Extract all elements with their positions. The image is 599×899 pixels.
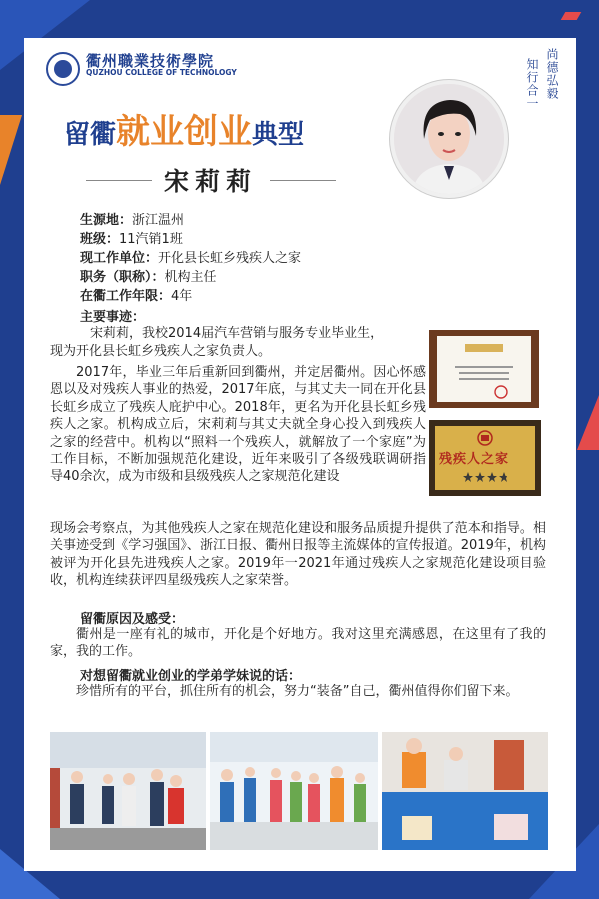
motto-column-1: 尚德弘毅: [545, 48, 559, 100]
title-part-1: 留衢: [64, 120, 117, 150]
deeds-narrow-text: 2017年，毕业三年后重新回到衢州，并定居衢州。因心怀感恩以及对残疾人事业的热爱，2017年底，与其丈夫一同在开化县长虹乡成立了残疾人庇护中心。2018年，更名为开化县长虹乡残疾人之家。机构成立后，宋莉莉与其丈夫就全身心投入到残疾人之家的经营中。机构以“照料一个残疾人，就解放了一个家庭”为工作目标，不断加强规范化建设，近年来吸引了各级残联调研指导40余次，成为市级和县级残疾人之家规范化建设: [50, 365, 426, 485]
deeds-wide-text: 现场会考察点，为其他残疾人之家在规范化建设和服务品质提升提供了范本和指导。相关事迹受到《学习强国》、浙江日报、衢州日报等主流媒体的宣传报道。2019年，机构被评为开化县先进残疾人之家。2019年一2021年通过残疾人之家规范化建设项目验收，机构连续获评四星级残疾人之家荣誉。: [50, 521, 546, 589]
sign-board-text: 残疾人之家: [439, 452, 510, 467]
deeds-heading: 主要事迹：: [80, 310, 146, 325]
decor-stripe-right-red: [577, 395, 599, 450]
school-motto: [520, 48, 568, 112]
portrait-photo: [390, 80, 508, 198]
activity-photo-3: [382, 732, 548, 850]
poster-card: [24, 38, 576, 871]
title-part-3: 典型: [252, 120, 305, 150]
school-logo-icon: [46, 52, 80, 86]
info-employer: 现工作单位：开化县长虹乡残疾人之家: [80, 251, 302, 266]
person-name: 宋莉莉: [164, 167, 258, 196]
reason-text: 衢州是一座有礼的城市，开化是个好地方。我对这里充满感恩，在这里有了我的家，我的工作。: [50, 627, 546, 660]
info-years: 在衢工作年限：4年: [80, 289, 193, 304]
deeds-line-2: 现为开化县长虹乡残疾人之家负责人。: [50, 344, 272, 359]
school-name-en: QUZHOU COLLEGE OF TECHNOLOGY: [86, 68, 237, 77]
school-name-cn: 衢州職業技術學院: [86, 52, 215, 70]
decor-stripe-left-red: [0, 115, 22, 185]
name-rule-left: [86, 180, 152, 181]
name-rule-right: [270, 180, 336, 181]
sign-board-photo: [429, 420, 541, 496]
deeds-line-1: 宋莉莉，我校2014届汽车营销与服务专业毕业生，: [90, 326, 384, 341]
sign-emblem-icon: [473, 430, 497, 446]
info-origin: 生源地：浙江温州: [80, 213, 185, 228]
page-title: [64, 104, 304, 153]
sign-stars-icon: [463, 472, 507, 482]
info-position: 职务（职称）：机构主任: [80, 270, 217, 285]
advice-heading: 对想留衢就业创业的学弟学妹说的话：: [80, 669, 302, 684]
reason-heading: 留衢原因及感受：: [80, 612, 185, 627]
certificate-seal-icon: [437, 342, 531, 404]
activity-photo-2: [210, 732, 378, 850]
info-class: 班级：11汽销1班: [80, 232, 183, 247]
certificate-photo: [429, 330, 539, 408]
activity-photo-1: [50, 732, 206, 850]
title-part-2: 就业创业: [116, 112, 253, 152]
decor-stripe-top-right-red: [561, 12, 582, 20]
advice-text: 珍惜所有的平台，抓住所有的机会，努力“装备”自己，衢州值得你们留下来。: [76, 684, 519, 699]
motto-column-2: 知行合一: [525, 58, 539, 110]
